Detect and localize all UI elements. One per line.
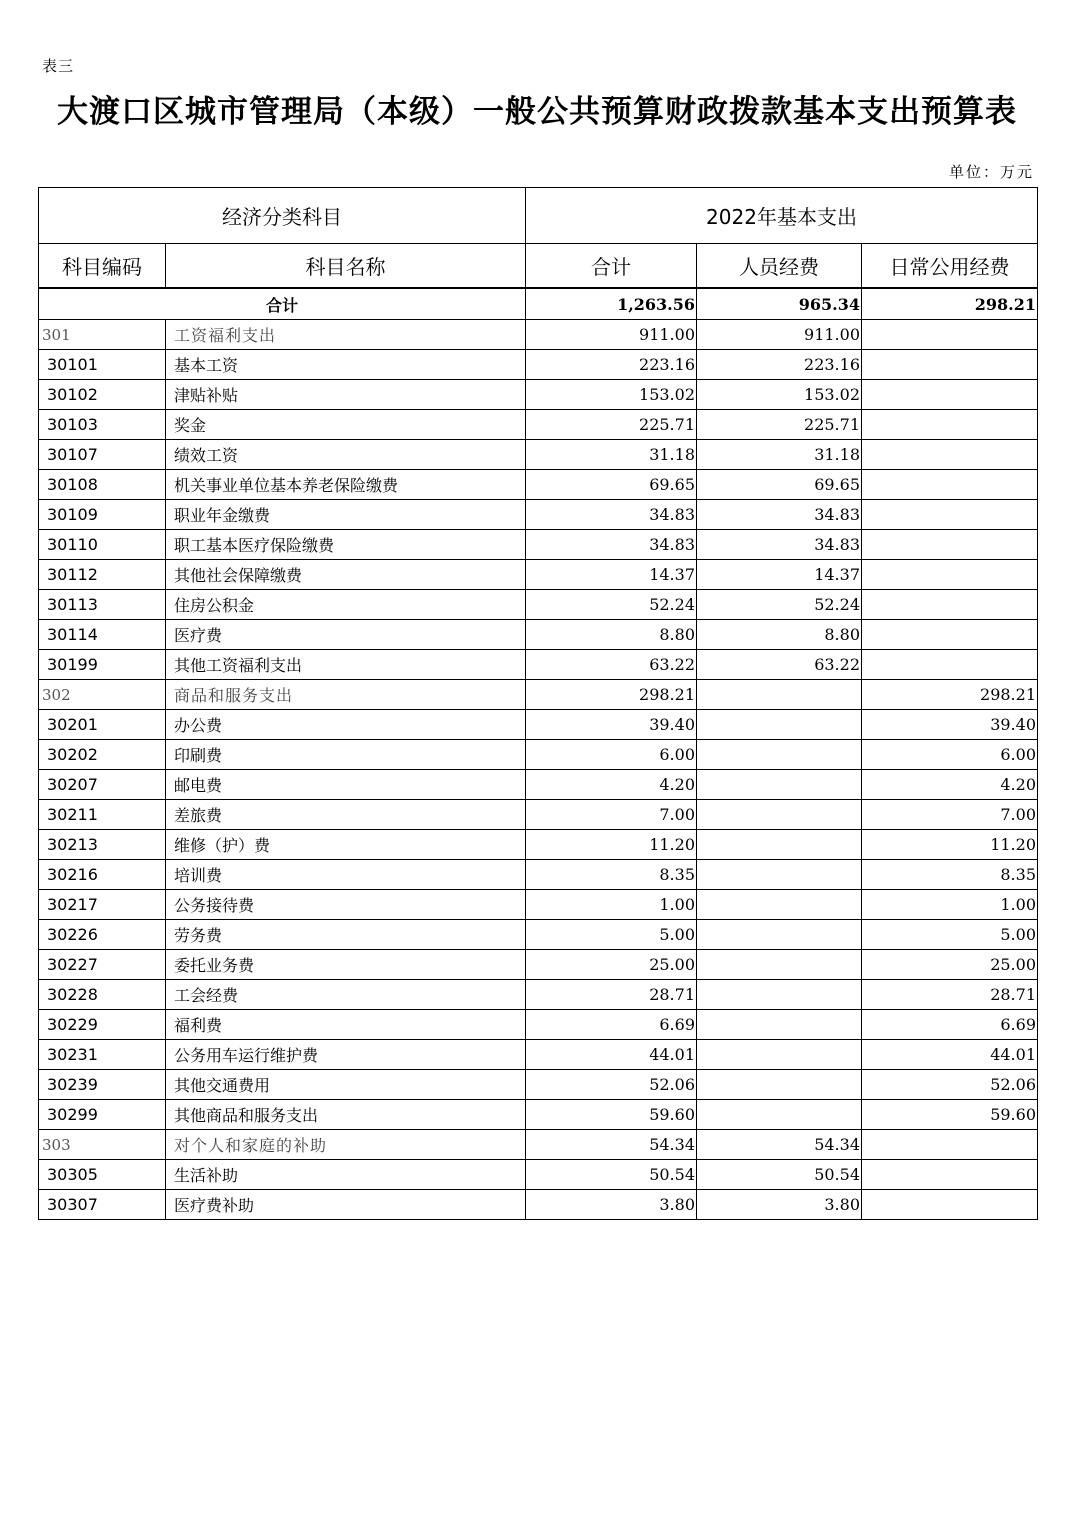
row-code: 30114 <box>39 620 166 650</box>
row-personnel <box>697 770 862 800</box>
row-name: 公务用车运行维护费 <box>166 1040 526 1070</box>
budget-table <box>38 187 1038 1220</box>
row-code: 30231 <box>39 1040 166 1070</box>
row-name: 职工基本医疗保险缴费 <box>166 530 526 560</box>
table-row <box>39 800 1038 830</box>
row-code: 30199 <box>39 650 166 680</box>
row-personnel: 14.37 <box>697 560 862 590</box>
row-code: 30307 <box>39 1190 166 1220</box>
row-public <box>862 620 1038 650</box>
row-name: 津贴补贴 <box>166 380 526 410</box>
table-row <box>39 620 1038 650</box>
row-code: 30103 <box>39 410 166 440</box>
row-name: 公务接待费 <box>166 890 526 920</box>
table-number-label: 表三 <box>42 57 75 75</box>
row-code: 30107 <box>39 440 166 470</box>
row-name: 商品和服务支出 <box>166 680 526 710</box>
row-total: 7.00 <box>526 800 697 830</box>
row-name: 邮电费 <box>166 770 526 800</box>
row-public: 8.35 <box>862 860 1038 890</box>
row-code: 30216 <box>39 860 166 890</box>
row-total: 50.54 <box>526 1160 697 1190</box>
column-header-code: 科目编码 <box>39 244 166 289</box>
row-public <box>862 530 1038 560</box>
row-code: 30109 <box>39 500 166 530</box>
table-row <box>39 1160 1038 1190</box>
row-public <box>862 320 1038 350</box>
row-name: 生活补助 <box>166 1160 526 1190</box>
table-body <box>39 288 1038 1220</box>
row-total: 25.00 <box>526 950 697 980</box>
column-header-public: 日常公用经费 <box>862 244 1038 289</box>
table-row <box>39 590 1038 620</box>
row-name: 工资福利支出 <box>166 320 526 350</box>
table-row <box>39 500 1038 530</box>
row-personnel <box>697 980 862 1010</box>
row-code: 30113 <box>39 590 166 620</box>
row-public: 6.00 <box>862 740 1038 770</box>
row-personnel: 34.83 <box>697 530 862 560</box>
table-row <box>39 770 1038 800</box>
row-public: 59.60 <box>862 1100 1038 1130</box>
row-personnel <box>697 1010 862 1040</box>
row-code: 30101 <box>39 350 166 380</box>
column-header-total: 合计 <box>526 244 697 289</box>
header-basic-expenditure-year: 2022年基本支出 <box>526 188 1038 244</box>
row-name: 办公费 <box>166 710 526 740</box>
row-name: 奖金 <box>166 410 526 440</box>
row-code: 30108 <box>39 470 166 500</box>
row-code: 30110 <box>39 530 166 560</box>
row-code: 303 <box>39 1130 166 1160</box>
row-name: 其他交通费用 <box>166 1070 526 1100</box>
row-total: 28.71 <box>526 980 697 1010</box>
row-personnel <box>697 1070 862 1100</box>
row-public <box>862 1190 1038 1220</box>
row-name: 其他社会保障缴费 <box>166 560 526 590</box>
row-code: 30299 <box>39 1100 166 1130</box>
row-name: 差旅费 <box>166 800 526 830</box>
row-personnel <box>697 1100 862 1130</box>
row-total: 44.01 <box>526 1040 697 1070</box>
table-row <box>39 1070 1038 1100</box>
row-total: 3.80 <box>526 1190 697 1220</box>
row-personnel <box>697 740 862 770</box>
row-code: 30305 <box>39 1160 166 1190</box>
row-personnel <box>697 890 862 920</box>
row-public: 52.06 <box>862 1070 1038 1100</box>
row-public <box>862 350 1038 380</box>
row-personnel: 8.80 <box>697 620 862 650</box>
table-row <box>39 470 1038 500</box>
row-total: 1.00 <box>526 890 697 920</box>
row-name: 职业年金缴费 <box>166 500 526 530</box>
table-row <box>39 1100 1038 1130</box>
row-personnel <box>697 710 862 740</box>
row-code: 30213 <box>39 830 166 860</box>
row-name: 医疗费 <box>166 620 526 650</box>
row-total: 69.65 <box>526 470 697 500</box>
table-row <box>39 920 1038 950</box>
table-row <box>39 380 1038 410</box>
row-personnel <box>697 920 862 950</box>
row-name: 委托业务费 <box>166 950 526 980</box>
row-total: 52.24 <box>526 590 697 620</box>
row-code: 30112 <box>39 560 166 590</box>
row-code: 30226 <box>39 920 166 950</box>
row-public: 7.00 <box>862 800 1038 830</box>
table-row <box>39 950 1038 980</box>
row-personnel: 63.22 <box>697 650 862 680</box>
page-title: 大渡口区城市管理局（本级）一般公共预算财政拨款基本支出预算表 <box>57 94 1017 130</box>
row-total: 223.16 <box>526 350 697 380</box>
row-personnel <box>697 860 862 890</box>
row-public: 25.00 <box>862 950 1038 980</box>
table-row <box>39 890 1038 920</box>
row-code: 301 <box>39 320 166 350</box>
total-amount: 1,263.56 <box>526 288 697 320</box>
row-public: 1.00 <box>862 890 1038 920</box>
table-row <box>39 830 1038 860</box>
row-total: 39.40 <box>526 710 697 740</box>
table-row <box>39 1040 1038 1070</box>
row-name: 其他商品和服务支出 <box>166 1100 526 1130</box>
table-group-row <box>39 320 1038 350</box>
row-code: 30227 <box>39 950 166 980</box>
row-total: 911.00 <box>526 320 697 350</box>
row-public: 11.20 <box>862 830 1038 860</box>
row-name: 住房公积金 <box>166 590 526 620</box>
unit-label: 单位：万元 <box>948 163 1034 181</box>
row-code: 30201 <box>39 710 166 740</box>
table-row <box>39 410 1038 440</box>
table-row <box>39 440 1038 470</box>
row-personnel: 223.16 <box>697 350 862 380</box>
row-name: 其他工资福利支出 <box>166 650 526 680</box>
table-row <box>39 710 1038 740</box>
row-total: 4.20 <box>526 770 697 800</box>
row-total: 6.69 <box>526 1010 697 1040</box>
row-personnel <box>697 680 862 710</box>
row-total: 54.34 <box>526 1130 697 1160</box>
row-total: 31.18 <box>526 440 697 470</box>
row-total: 52.06 <box>526 1070 697 1100</box>
table-row <box>39 1010 1038 1040</box>
row-public: 4.20 <box>862 770 1038 800</box>
row-public: 28.71 <box>862 980 1038 1010</box>
row-public <box>862 1160 1038 1190</box>
column-header-personnel: 人员经费 <box>697 244 862 289</box>
row-total: 8.80 <box>526 620 697 650</box>
table-row <box>39 560 1038 590</box>
row-code: 30239 <box>39 1070 166 1100</box>
row-code: 30228 <box>39 980 166 1010</box>
row-public <box>862 650 1038 680</box>
total-row <box>39 288 1038 320</box>
row-personnel <box>697 1040 862 1070</box>
row-name: 对个人和家庭的补助 <box>166 1130 526 1160</box>
header-economic-classification: 经济分类科目 <box>39 188 526 244</box>
row-total: 63.22 <box>526 650 697 680</box>
row-public: 298.21 <box>862 680 1038 710</box>
row-total: 34.83 <box>526 500 697 530</box>
column-header-name: 科目名称 <box>166 244 526 289</box>
row-personnel <box>697 950 862 980</box>
row-name: 基本工资 <box>166 350 526 380</box>
row-code: 30207 <box>39 770 166 800</box>
row-personnel: 50.54 <box>697 1160 862 1190</box>
row-total: 11.20 <box>526 830 697 860</box>
row-name: 印刷费 <box>166 740 526 770</box>
row-personnel: 153.02 <box>697 380 862 410</box>
row-code: 302 <box>39 680 166 710</box>
row-public: 5.00 <box>862 920 1038 950</box>
row-public <box>862 440 1038 470</box>
row-personnel: 911.00 <box>697 320 862 350</box>
row-public: 6.69 <box>862 1010 1038 1040</box>
row-personnel: 3.80 <box>697 1190 862 1220</box>
row-code: 30202 <box>39 740 166 770</box>
table-group-row <box>39 1130 1038 1160</box>
table-row <box>39 860 1038 890</box>
table-row <box>39 350 1038 380</box>
row-name: 维修（护）费 <box>166 830 526 860</box>
row-total: 34.83 <box>526 530 697 560</box>
row-name: 机关事业单位基本养老保险缴费 <box>166 470 526 500</box>
row-public: 44.01 <box>862 1040 1038 1070</box>
row-total: 6.00 <box>526 740 697 770</box>
table-row <box>39 740 1038 770</box>
row-name: 医疗费补助 <box>166 1190 526 1220</box>
total-public: 298.21 <box>862 288 1038 320</box>
row-total: 225.71 <box>526 410 697 440</box>
total-label: 合计 <box>39 288 526 320</box>
row-personnel: 34.83 <box>697 500 862 530</box>
row-total: 298.21 <box>526 680 697 710</box>
table-row <box>39 1190 1038 1220</box>
table-row <box>39 980 1038 1010</box>
row-public <box>862 560 1038 590</box>
total-personnel: 965.34 <box>697 288 862 320</box>
row-public <box>862 380 1038 410</box>
row-code: 30229 <box>39 1010 166 1040</box>
row-code: 30211 <box>39 800 166 830</box>
row-name: 工会经费 <box>166 980 526 1010</box>
table-row <box>39 650 1038 680</box>
row-public <box>862 470 1038 500</box>
row-personnel: 31.18 <box>697 440 862 470</box>
row-personnel: 225.71 <box>697 410 862 440</box>
row-public <box>862 1130 1038 1160</box>
row-public <box>862 590 1038 620</box>
row-personnel: 54.34 <box>697 1130 862 1160</box>
row-name: 劳务费 <box>166 920 526 950</box>
row-total: 8.35 <box>526 860 697 890</box>
row-personnel <box>697 800 862 830</box>
row-name: 培训费 <box>166 860 526 890</box>
row-public <box>862 410 1038 440</box>
row-code: 30217 <box>39 890 166 920</box>
row-total: 14.37 <box>526 560 697 590</box>
row-total: 153.02 <box>526 380 697 410</box>
table-row <box>39 530 1038 560</box>
row-personnel: 52.24 <box>697 590 862 620</box>
row-public: 39.40 <box>862 710 1038 740</box>
row-personnel <box>697 830 862 860</box>
row-total: 5.00 <box>526 920 697 950</box>
table-group-row <box>39 680 1038 710</box>
row-code: 30102 <box>39 380 166 410</box>
row-name: 福利费 <box>166 1010 526 1040</box>
row-personnel: 69.65 <box>697 470 862 500</box>
row-public <box>862 500 1038 530</box>
row-total: 59.60 <box>526 1100 697 1130</box>
row-name: 绩效工资 <box>166 440 526 470</box>
